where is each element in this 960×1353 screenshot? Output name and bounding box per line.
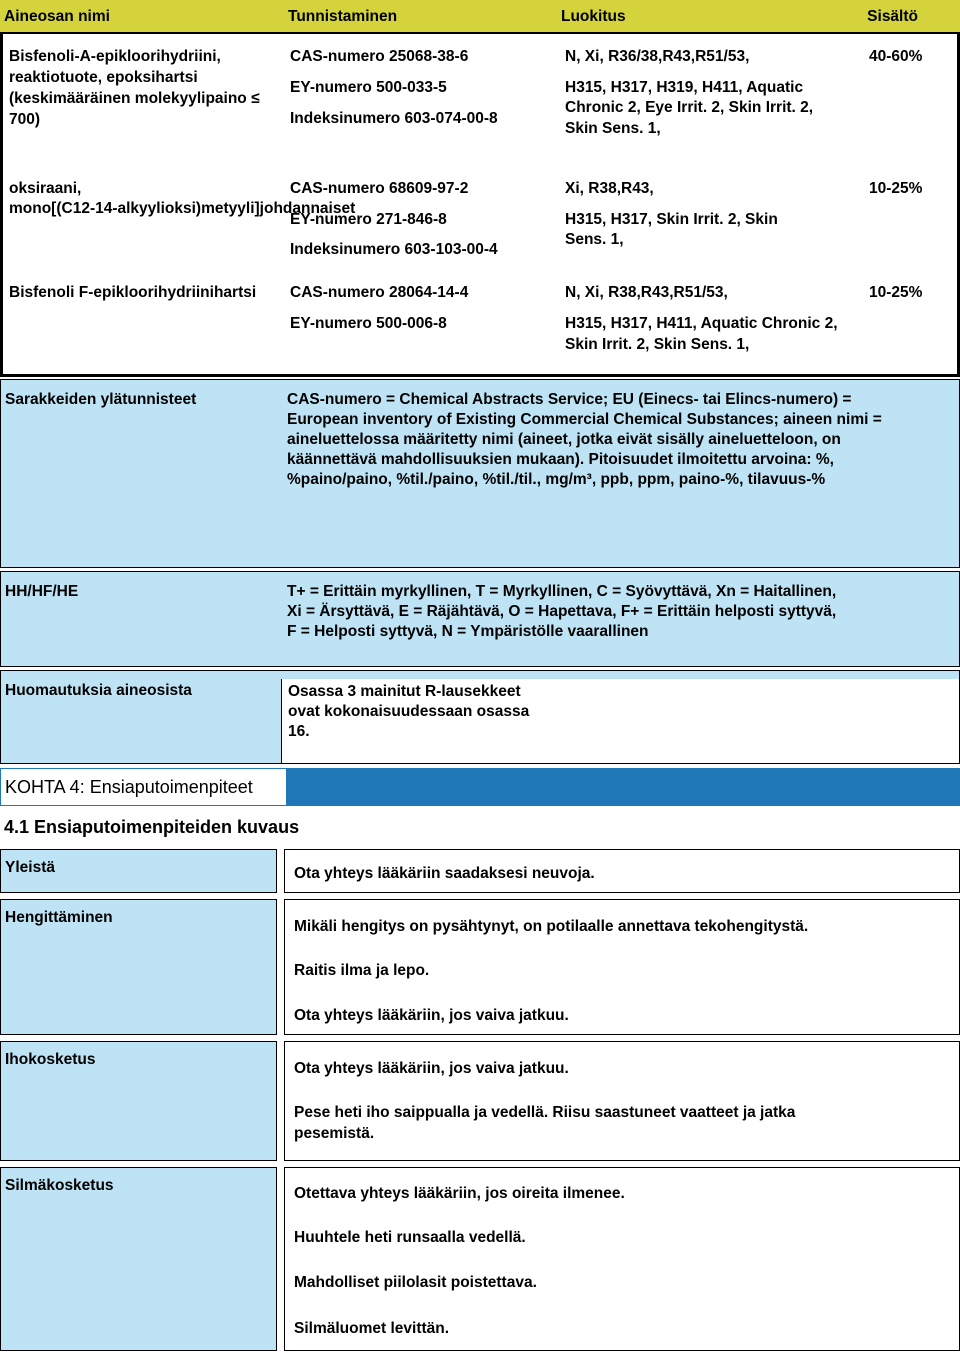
first-aid-instruction: Huuhtele heti runsaalla vedellä. bbox=[294, 1229, 526, 1246]
composition-header bbox=[0, 0, 960, 34]
first-aid-instruction: Pese heti iho saippualla ja vedellä. Riisu saastuneet vaatteet ja jatka bbox=[294, 1104, 796, 1121]
section-heading bbox=[0, 768, 287, 806]
first-aid-row-inhalation bbox=[0, 899, 960, 1035]
ingredient-name-line: Bisfenoli F-epikloorihydriinihartsi bbox=[9, 284, 257, 301]
section-title: KOHTA 4: Ensiaputoimenpiteet bbox=[5, 777, 253, 797]
first-aid-label-text: Hengittäminen bbox=[5, 909, 113, 926]
ec-number: EY-numero 500-006-8 bbox=[290, 315, 447, 332]
first-aid-instruction: Silmäluomet levittän. bbox=[294, 1320, 450, 1337]
classification-line: Skin Sens. 1, bbox=[565, 120, 661, 137]
index-number: Indeksinumero 603-074-00-8 bbox=[290, 110, 498, 127]
classification-line: Skin Irrit. 2, Skin Sens. 1, bbox=[565, 336, 750, 353]
ec-number: EY-numero 500-033-5 bbox=[290, 79, 447, 96]
cas-number: CAS-numero 68609-97-2 bbox=[290, 180, 469, 197]
classification-line: H315, H317, Skin Irrit. 2, Skin bbox=[565, 211, 778, 228]
content-percent: 10-25% bbox=[869, 284, 923, 301]
first-aid-row-eyes bbox=[0, 1167, 960, 1351]
classification-line: H315, H317, H319, H411, Aquatic bbox=[565, 79, 804, 96]
first-aid-content bbox=[284, 1167, 960, 1351]
header-ingredient-name: Aineosan nimi bbox=[4, 8, 110, 25]
ec-number: EY-numero 271-846-8 bbox=[290, 211, 447, 228]
legend-text bbox=[287, 390, 882, 490]
legend-label: HH/HF/HE bbox=[5, 583, 79, 600]
ingredient-name-line: (keskimääräinen molekyylipaino ≤ bbox=[9, 90, 260, 107]
classification-line: Chronic 2, Eye Irrit. 2, Skin Irrit. 2, bbox=[565, 99, 814, 116]
legend-text bbox=[287, 582, 836, 642]
first-aid-content bbox=[284, 899, 960, 1035]
composition-table bbox=[0, 34, 960, 377]
ingredient-name-line: reaktiotuote, epoksihartsi bbox=[9, 69, 198, 86]
legend-line: CAS-numero = Chemical Abstracts Service; EU (Einecs- tai Elincs-numero) = bbox=[287, 391, 852, 408]
cas-number: CAS-numero 28064-14-4 bbox=[290, 284, 469, 301]
first-aid-label bbox=[0, 1041, 277, 1161]
first-aid-label-text: Ihokosketus bbox=[5, 1051, 96, 1068]
classification-line: N, Xi, R36/38,R43,R51/53, bbox=[565, 48, 750, 65]
ingredient-notes-legend bbox=[0, 670, 960, 764]
legend-label: Huomautuksia aineosista bbox=[5, 682, 192, 699]
legend-line: ovat kokonaisuudessaan osassa bbox=[288, 703, 530, 720]
legend-line: käännettävä mahdollisuuksien mukaan). Pitoisuudet ilmoitettu arvoina: %, bbox=[287, 451, 834, 468]
legend-label: Sarakkeiden ylätunnisteet bbox=[5, 391, 197, 408]
legend-line: T+ = Erittäin myrkyllinen, T = Myrkyllinen, C = Syövyttävä, Xn = Haitallinen, bbox=[287, 583, 837, 600]
legend-line: %paino/paino, %til./paino, %til./til., mg/m³, ppb, ppm, paino-%, tilavuus-% bbox=[287, 471, 826, 488]
ingredient-name-line: Bisfenoli-A-epikloorihydriini, bbox=[9, 48, 221, 65]
legend-text bbox=[281, 679, 959, 763]
first-aid-label bbox=[0, 899, 277, 1035]
classification-line: Sens. 1, bbox=[565, 231, 624, 248]
content-percent: 10-25% bbox=[869, 180, 923, 197]
content-percent: 40-60% bbox=[869, 48, 923, 65]
header-identification: Tunnistaminen bbox=[288, 8, 398, 25]
first-aid-instruction: Ota yhteys lääkäriin, jos vaiva jatkuu. bbox=[294, 1060, 569, 1077]
first-aid-instruction: Raitis ilma ja lepo. bbox=[294, 962, 430, 979]
subsection-title: 4.1 Ensiaputoimenpiteiden kuvaus bbox=[4, 817, 300, 837]
first-aid-row-general bbox=[0, 849, 960, 893]
first-aid-label bbox=[0, 849, 277, 893]
first-aid-content bbox=[284, 849, 960, 893]
classification-line: H315, H317, H411, Aquatic Chronic 2, bbox=[565, 315, 838, 332]
index-number: Indeksinumero 603-103-00-4 bbox=[290, 241, 498, 258]
first-aid-content bbox=[284, 1041, 960, 1161]
cas-number: CAS-numero 25068-38-6 bbox=[290, 48, 469, 65]
legend-line: Osassa 3 mainitut R-lausekkeet bbox=[288, 683, 521, 700]
ingredient-name-line: mono[(C12-14-alkyylioksi)metyyli]johdannaiset bbox=[9, 200, 356, 217]
first-aid-label bbox=[0, 1167, 277, 1351]
first-aid-label-text: Yleistä bbox=[5, 859, 55, 876]
column-headers-legend bbox=[0, 379, 960, 568]
first-aid-label-text: Silmäkosketus bbox=[5, 1177, 114, 1194]
hazard-symbols-legend bbox=[0, 571, 960, 667]
legend-line: 16. bbox=[288, 723, 310, 740]
ingredient-name-line: 700) bbox=[9, 111, 41, 128]
first-aid-instruction: pesemistä. bbox=[294, 1125, 375, 1142]
first-aid-instruction: Mikäli hengitys on pysähtynyt, on potilaalle annettava tekohengitystä. bbox=[294, 918, 809, 935]
ingredient-name-line: oksiraani, bbox=[9, 180, 82, 197]
first-aid-instruction: Ota yhteys lääkäriin saadaksesi neuvoja. bbox=[294, 865, 595, 882]
classification-line: Xi, R38,R43, bbox=[565, 180, 654, 197]
first-aid-instruction: Otettava yhteys lääkäriin, jos oireita ilmenee. bbox=[294, 1185, 625, 1202]
header-content: Sisältö bbox=[867, 8, 918, 25]
legend-line: aineluettelossa määritetty nimi (aineet, jotka eivät sisälly aineluetteloon, on bbox=[287, 431, 841, 448]
header-classification: Luokitus bbox=[561, 8, 626, 25]
first-aid-instruction: Mahdolliset piilolasit poistettava. bbox=[294, 1274, 537, 1291]
classification-line: N, Xi, R38,R43,R51/53, bbox=[565, 284, 728, 301]
legend-line: F = Helposti syttyvä, N = Ympäristölle vaarallinen bbox=[287, 623, 649, 640]
legend-line: Xi = Ärsyttävä, E = Räjähtävä, O = Hapettava, F+ = Erittäin helposti syttyvä, bbox=[287, 603, 837, 620]
first-aid-instruction: Ota yhteys lääkäriin, jos vaiva jatkuu. bbox=[294, 1007, 569, 1024]
first-aid-row-skin bbox=[0, 1041, 960, 1161]
legend-line: European inventory of Existing Commercial Chemical Substances; aineen nimi = bbox=[287, 411, 882, 428]
